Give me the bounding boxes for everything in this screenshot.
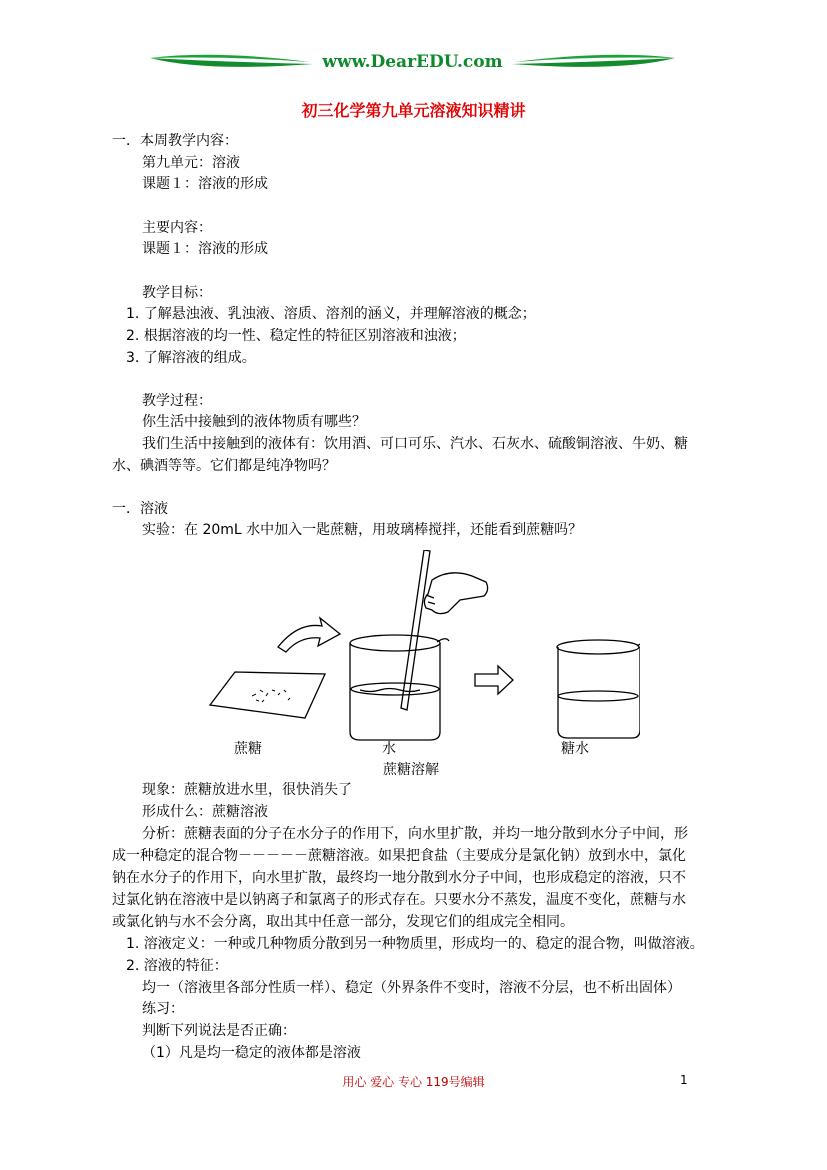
figure-caption: 蔗糖溶解 bbox=[383, 762, 439, 778]
sugar-grains-icon bbox=[252, 690, 290, 702]
main-label: 主要内容： bbox=[142, 220, 212, 236]
features-line: 均一（溶液里各部分性质一样）、稳定（外界条件不变时，溶液不分层，也不析出固体） bbox=[142, 980, 681, 996]
definition-line: 1. 溶液定义：一种或几种物质分散到另一种物质里，形成均一的、稳定的混合物，叫做溶液。 bbox=[126, 936, 704, 952]
right-arrow-icon bbox=[475, 666, 513, 694]
goal-item: 2. 根据溶液的均一性、稳定性的特征区别溶液和浊液； bbox=[126, 328, 466, 344]
header-url[interactable]: www.DearEDU.com bbox=[322, 52, 503, 72]
answer-line: 我们生活中接触到的液体有：饮用酒、可口可乐、汽水、石灰水、硫酸铜溶液、牛奶、糖 bbox=[142, 436, 688, 452]
stirring-rod-icon bbox=[401, 550, 430, 710]
sugar-dissolving-illustration bbox=[200, 550, 640, 755]
experiment-figure bbox=[200, 550, 640, 755]
figure-label-water: 水 bbox=[382, 741, 396, 757]
document-title: 初三化学第九单元溶液知识精讲 bbox=[301, 101, 526, 120]
footer-text: 用心 爱心 专心 119号编辑 bbox=[342, 1075, 485, 1089]
judge-line: 判断下列说法是否正确： bbox=[142, 1023, 296, 1039]
analysis-line: 钠在水分子的作用下，向水里扩散，最终均一地分散到水分子中间，也形成稳定的溶液，只不 bbox=[112, 870, 686, 886]
formation-line: 形成什么：蔗糖溶液 bbox=[142, 804, 268, 820]
paper-icon bbox=[210, 672, 325, 718]
section-heading: 一．本周教学内容： bbox=[112, 133, 238, 149]
header-banner bbox=[145, 48, 680, 80]
process-label: 教学过程： bbox=[142, 393, 212, 409]
analysis-line: 分析：蔗糖表面的分子在水分子的作用下，向水里扩散，并均一地分散到水分子中间，形 bbox=[142, 826, 688, 842]
features-label: 2. 溶液的特征： bbox=[126, 958, 228, 974]
practice-label: 练习： bbox=[142, 1001, 184, 1017]
analysis-line: 或氯化钠与水不会分离，取出其中任意一部分，发现它们的组成完全相同。 bbox=[112, 914, 574, 930]
goal-item: 1. 了解悬浊液、乳浊液、溶质、溶剂的涵义，并理解溶液的概念； bbox=[126, 306, 536, 322]
hand-icon bbox=[424, 573, 487, 614]
arrow-icon bbox=[278, 618, 340, 652]
question-line: 你生活中接触到的液体物质有哪些？ bbox=[142, 414, 366, 430]
experiment-line: 实验：在 20mL 水中加入一匙蔗糖，用玻璃棒搅拌，还能看到蔗糖吗？ bbox=[142, 522, 583, 538]
figure-label-sugar: 蔗糖 bbox=[234, 741, 262, 757]
unit-line: 第九单元：溶液 bbox=[142, 155, 240, 171]
phenomenon-line: 现象：蔗糖放进水里，很快消失了 bbox=[142, 782, 352, 798]
exercise-item: （1）凡是均一稳定的液体都是溶液 bbox=[142, 1045, 361, 1061]
figure-label-sugar-water: 糖水 bbox=[561, 741, 589, 757]
goals-label: 教学目标： bbox=[142, 285, 212, 301]
answer-line: 水、碘酒等等。它们都是纯净物吗？ bbox=[112, 458, 336, 474]
goal-item: 3. 了解溶液的组成。 bbox=[126, 350, 256, 366]
page-number: 1 bbox=[680, 1073, 688, 1087]
topic-line: 课题１：溶液的形成 bbox=[142, 176, 268, 192]
main-topic: 课题１：溶液的形成 bbox=[142, 241, 268, 257]
analysis-line: 过氯化钠在溶液中是以钠离子和氯离子的形式存在。只要水分不蒸发，温度不变化，蔗糖与水 bbox=[112, 892, 686, 908]
section-heading: 一．溶液 bbox=[112, 501, 168, 517]
analysis-line: 成一种稳定的混合物－－－－－蔗糖溶液。如果把食盐（主要成分是氯化钠）放到水中，氯化 bbox=[112, 848, 686, 864]
